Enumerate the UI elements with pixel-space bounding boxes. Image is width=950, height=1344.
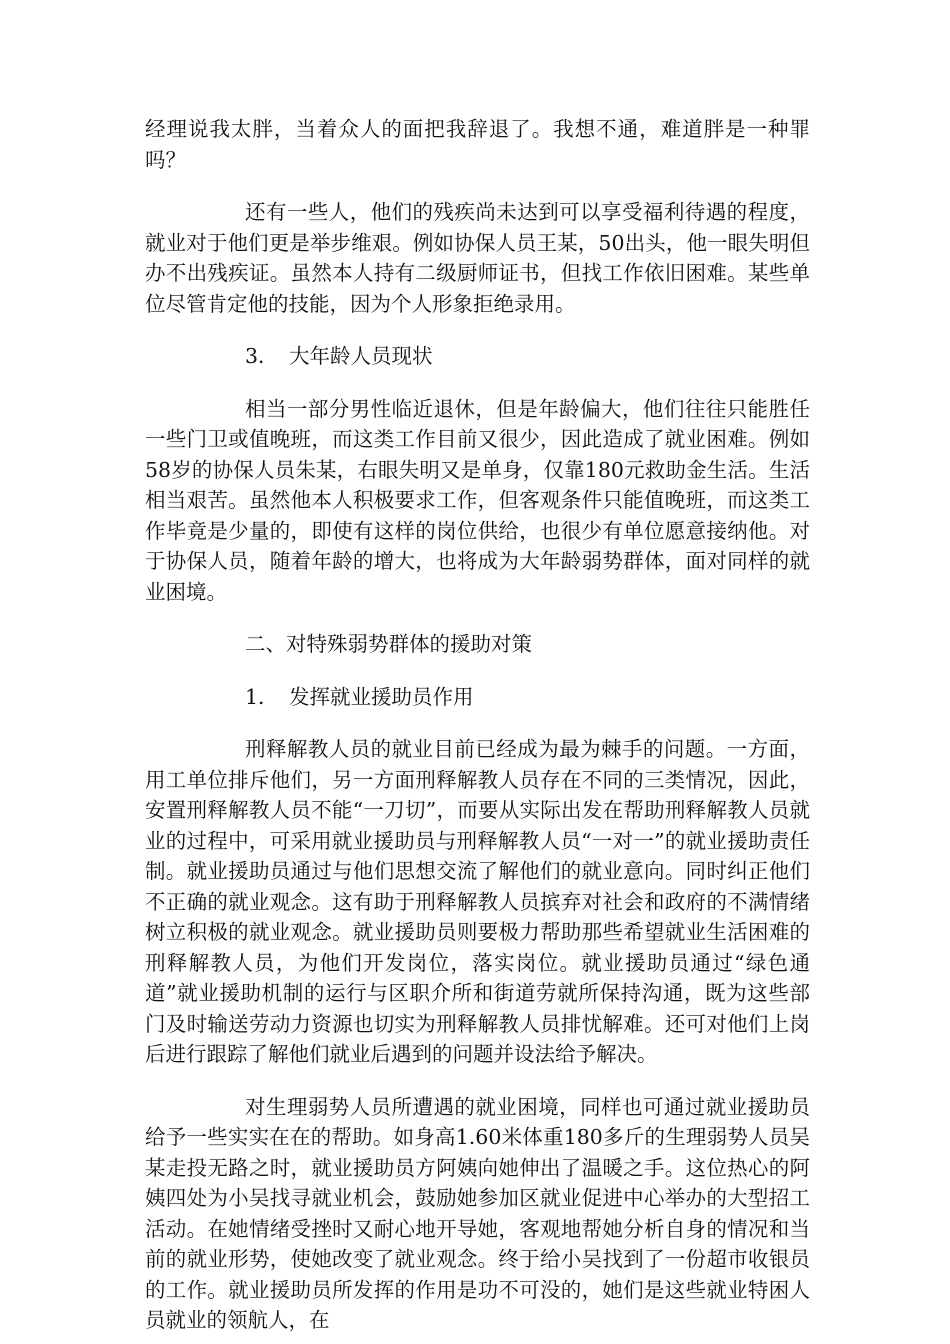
document-body: [145, 114, 810, 1336]
section-heading-assistance-measures: [145, 629, 810, 660]
paragraph-older-workers: 相当一部分男性临近退休，但是年龄偏大，他们往往只能胜任一些门卫或值晚班，而这类工作目前又很少，因此造成了就业困难。例如58岁的协保人员朱某，右眼失明又是单身，仅靠180元救助金生活。生活相当艰苦。虽然他本人积极要求工作，但客观条件只能值晚班，而这类工作毕竟是少量的，即使有这样的岗位供给，也很少有单位愿意接纳他。对于协保人员，随着年龄的增大，也将成为大年龄弱势群体，面对同样的就业困境。: [145, 396, 810, 604]
section-heading-employment-assistants: [145, 682, 810, 713]
paragraph-physical-disadvantage: 对生理弱势人员所遭遇的就业困境，同样也可通过就业援助员给予一些实实在在的帮助。如身高1.60米体重180多斤的生理弱势人员吴某走投无路之时，就业援助员方阿姨向她伸出了温暖之手。这位热心的阿姨四处为小吴找寻就业机会，鼓励她参加区就业促进中心举办的大型招工活动。在她情绪受挫时又耐心地开导她，客观地帮她分析自身的情况和当前的就业形势，使她改变了就业观念。终于给小吴找到了一份超市收银员的工作。就业援助员所发挥的作用是功不可没的，她们是这些就业特困人员就业的领航人，在: [145, 1094, 810, 1332]
heading-number: 3．: [245, 344, 279, 368]
paragraph-disability-employment: 还有一些人，他们的残疾尚未达到可以享受福利待遇的程度，就业对于他们更是举步维艰。例如协保人员王某，50出头，他一眼失明但办不出残疾证。虽然本人持有二级厨师证书，但找工作依旧困难。某些单位尽管肯定他的技能，因为个人形象拒绝录用。: [145, 200, 810, 316]
heading-text: 大年龄人员现状: [289, 344, 433, 368]
heading-text: 二、对特殊弱势群体的援助对策: [245, 632, 532, 656]
heading-number: 1．: [245, 684, 279, 709]
paragraph-released-prisoners: 刑释解教人员的就业目前已经成为最为棘手的问题。一方面，用工单位排斥他们，另一方面刑释解教人员存在不同的三类情况，因此，安置刑释解教人员不能“一刀切”，而要从实际出发在帮助刑释解教人员就业的过程中，可采用就业援助员与刑释解教人员“一对一”的就业援助责任制。就业援助员通过与他们思想交流了解他们的就业意向。同时纠正他们不正确的就业观念。这有助于刑释解教人员摈弃对社会和政府的不满情绪树立积极的就业观念。就业援助员则要极力帮助那些希望就业生活困难的刑释解教人员，为他们开发岗位，落实岗位。就业援助员通过“绿色通道”就业援助机制的运行与区职介所和街道劳就所保持沟通，既为这些部门及时输送劳动力资源也切实为刑释解教人员排忧解难。还可对他们上岗后进行跟踪了解他们就业后遇到的问题并设法给予解决。: [145, 737, 810, 1066]
section-heading-older-workers: [145, 341, 810, 372]
paragraph-continuation: 经理说我太胖，当着众人的面把我辞退了。我想不通，难道胖是一种罪吗？: [145, 117, 810, 172]
heading-text: 发挥就业援助员作用: [289, 684, 474, 709]
